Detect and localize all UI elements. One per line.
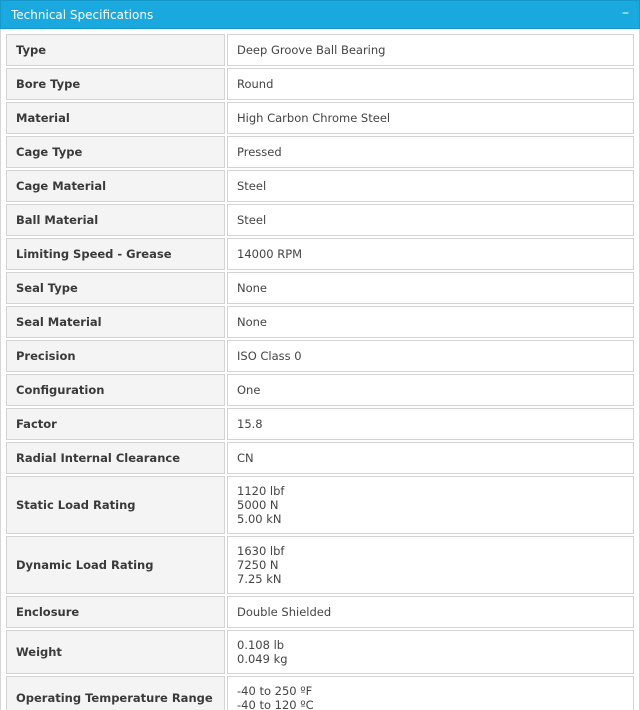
spec-value (227, 340, 634, 372)
spec-label: Cage Material (6, 170, 225, 202)
table-row (6, 596, 634, 628)
spec-label: Radial Internal Clearance (6, 442, 225, 474)
table-row (6, 442, 634, 474)
spec-value (227, 536, 634, 594)
spec-value-line: ISO Class 0 (237, 349, 302, 363)
table-row (6, 170, 634, 202)
spec-value-line: 14000 RPM (237, 247, 303, 261)
table-row (6, 630, 634, 674)
spec-label: Static Load Rating (6, 476, 225, 534)
spec-value-line: None (237, 315, 268, 329)
spec-value (227, 238, 634, 270)
spec-value-line: Steel (237, 179, 267, 193)
table-row (6, 34, 634, 66)
table-row (6, 272, 634, 304)
table-row (6, 306, 634, 338)
table-row (6, 476, 634, 534)
spec-value-line: CN (237, 451, 254, 465)
table-row (6, 204, 634, 236)
spec-label: Dynamic Load Rating (6, 536, 225, 594)
minus-icon[interactable]: – (622, 4, 629, 21)
table-row (6, 374, 634, 406)
spec-label: Seal Type (6, 272, 225, 304)
spec-value (227, 408, 634, 440)
table-row (6, 536, 634, 594)
spec-value (227, 442, 634, 474)
spec-value-line: Steel (237, 213, 267, 227)
panel-body (0, 29, 640, 710)
specs-table-body (6, 34, 634, 710)
spec-value-line: Double Shielded (237, 605, 332, 619)
spec-label: Configuration (6, 374, 225, 406)
spec-label: Bore Type (6, 68, 225, 100)
spec-value-line: 1120 lbf (237, 484, 285, 498)
spec-value-line: One (237, 383, 261, 397)
spec-value-line: 5000 N (237, 498, 279, 512)
spec-label: Factor (6, 408, 225, 440)
table-row (6, 676, 634, 710)
spec-value-line: 7250 N (237, 558, 279, 572)
spec-value (227, 204, 634, 236)
spec-label: Ball Material (6, 204, 225, 236)
spec-value (227, 34, 634, 66)
spec-value (227, 306, 634, 338)
spec-label: Material (6, 102, 225, 134)
panel-title: Technical Specifications (11, 7, 154, 22)
spec-value-line: 7.25 kN (237, 572, 282, 586)
spec-value-line: 15.8 (237, 417, 263, 431)
spec-value (227, 676, 634, 710)
spec-value (227, 630, 634, 674)
spec-value-line: 0.108 lb (237, 638, 285, 652)
spec-label: Type (6, 34, 225, 66)
table-row (6, 238, 634, 270)
spec-value-line: 5.00 kN (237, 512, 282, 526)
spec-value-line: -40 to 250 ºF (237, 684, 313, 698)
spec-value-line: 1630 lbf (237, 544, 285, 558)
spec-label: Precision (6, 340, 225, 372)
spec-value (227, 374, 634, 406)
spec-label: Operating Temperature Range (6, 676, 225, 710)
table-row (6, 68, 634, 100)
spec-value (227, 476, 634, 534)
spec-value (227, 170, 634, 202)
spec-value (227, 596, 634, 628)
spec-value (227, 136, 634, 168)
panel-header[interactable] (0, 0, 640, 29)
table-row (6, 408, 634, 440)
spec-value-line: None (237, 281, 268, 295)
spec-label: Weight (6, 630, 225, 674)
spec-label: Seal Material (6, 306, 225, 338)
spec-value-line: -40 to 120 ºC (237, 698, 314, 710)
spec-value-line: Deep Groove Ball Bearing (237, 43, 386, 57)
spec-label: Limiting Speed - Grease (6, 238, 225, 270)
table-row (6, 102, 634, 134)
specs-table (4, 32, 636, 710)
spec-value-line: Pressed (237, 145, 282, 159)
spec-value (227, 102, 634, 134)
table-row (6, 136, 634, 168)
spec-value-line: Round (237, 77, 274, 91)
spec-value (227, 272, 634, 304)
spec-label: Cage Type (6, 136, 225, 168)
spec-value-line: 0.049 kg (237, 652, 288, 666)
spec-value (227, 68, 634, 100)
table-row (6, 340, 634, 372)
spec-value-line: High Carbon Chrome Steel (237, 111, 391, 125)
spec-label: Enclosure (6, 596, 225, 628)
